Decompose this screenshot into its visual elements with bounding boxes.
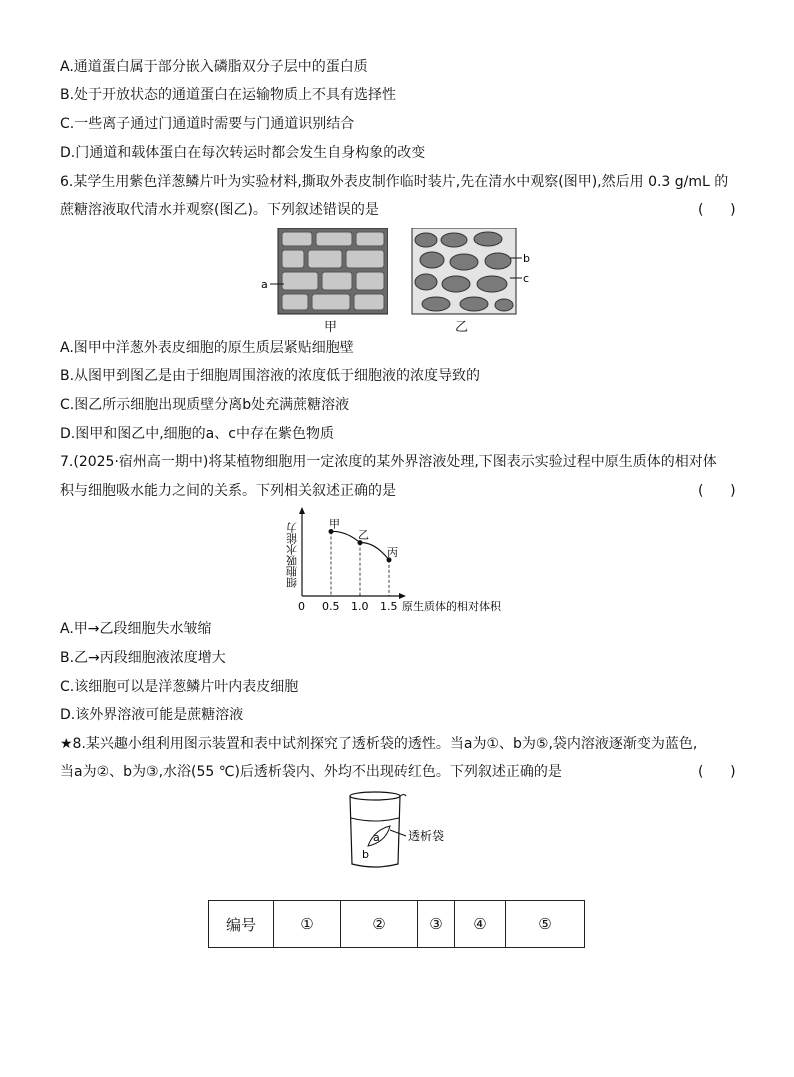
q5-option-b: B.处于开放状态的通道蛋白在运输物质上不具有选择性 [60,87,397,103]
q7-option-c: C.该细胞可以是洋葱鳞片叶内表皮细胞 [60,679,299,695]
label-c: c [523,272,530,285]
q7-answer-paren: ( ) [698,483,736,499]
x-tick-label: 1.5 [380,600,398,613]
q5-option-c: C.一些离子通过门通道时需要与门通道识别结合 [60,116,355,132]
x-tick-label: 1.0 [351,600,369,613]
table-cell-1: ① [274,901,341,948]
reagent-table [208,900,585,948]
q6-stem-line1: 6.某学生用紫色洋葱鳞片叶为实验材料,撕取外表皮制作临时装片,先在清水中观察(图甲),然后用 0.3 g/mL 的 [60,174,729,190]
q5-option-a: A.通道蛋白属于部分嵌入磷脂双分子层中的蛋白质 [60,59,368,75]
q6-option-a: A.图甲中洋葱外表皮细胞的原生质层紧贴细胞壁 [60,340,354,356]
q6-option-c: C.图乙所示细胞出现质壁分离b处充满蔗糖溶液 [60,397,350,413]
point-label: 乙 [358,528,369,542]
fig-caption-yi: 乙 [455,320,469,335]
q6-option-d: D.图甲和图乙中,细胞的a、c中存在紫色物质 [60,426,334,442]
origin-label: 0 [298,600,305,613]
q7-option-d: D.该外界溶液可能是蔗糖溶液 [60,707,244,723]
q8-stem-line2: 当a为②、b为③,水浴(55 ℃)后透析袋内、外均不出现砖红色。下列叙述正确的是 [60,764,562,780]
q5-option-d: D.门通道和载体蛋白在每次转运时都会发生自身构象的改变 [60,145,426,161]
micrograph-yi [410,228,532,318]
beaker-label-a: a [373,831,380,844]
x-axis-label: 原生质体的相对体积 [402,600,501,613]
q6-option-b: B.从图甲到图乙是由于细胞周围溶液的浓度低于细胞液的浓度导致的 [60,368,481,384]
micrograph-jia [258,228,388,318]
q7-option-a: A.甲→乙段细胞失水皱缩 [60,621,212,637]
fig-caption-jia: 甲 [324,320,338,335]
point-label: 丙 [387,545,398,559]
q8-stem-line1: ★8.某兴趣小组利用图示装置和表中试剂探究了透析袋的透性。当a为①、b为⑤,袋内溶液逐渐变为蓝色, [60,736,698,752]
q6-stem-line2: 蔗糖溶液取代清水并观察(图乙)。下列叙述错误的是 [60,202,379,218]
beaker-label-bag: 透析袋 [408,829,445,843]
q6-answer-paren: ( ) [698,202,736,218]
beaker-label-b: b [362,848,369,861]
table-header-cell: 编号 [209,901,274,948]
label-a: a [261,278,268,291]
q8-answer-paren: ( ) [698,764,736,780]
point-label: 甲 [329,517,340,531]
q7-stem-line2: 积与细胞吸水能力之间的关系。下列相关叙述正确的是 [60,483,396,499]
y-axis-arrow [299,507,305,514]
x-tick-label: 0.5 [322,600,340,613]
q7-option-b: B.乙→丙段细胞液浓度增大 [60,650,226,666]
beaker-figure [340,790,460,870]
table-cell-3: ③ [418,901,455,948]
x-axis-arrow [399,593,406,599]
table-cell-2: ② [341,901,418,948]
table-cell-5: ⑤ [506,901,585,948]
table-row [209,901,585,948]
q7-stem-line1: 7.(2025·宿州高一期中)将某植物细胞用一定浓度的某外界溶液处理,下图表示实验过程中原生质体的相对体 [60,454,717,470]
y-axis-label: 细胞吸水能力 [285,522,299,588]
table-cell-4: ④ [455,901,506,948]
label-b: b [523,252,530,265]
q7-chart [278,506,518,616]
